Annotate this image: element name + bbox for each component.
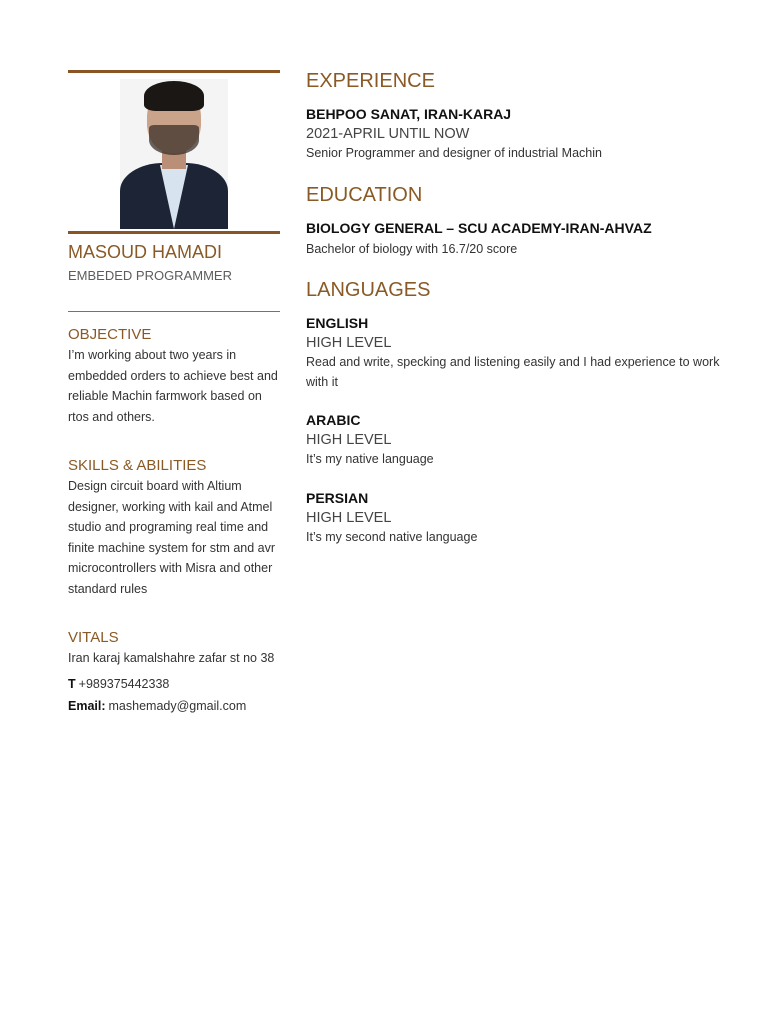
skills-heading: SKILLS & ABILITIES bbox=[68, 457, 207, 474]
skills-text: Design circuit board with Altium designer, working with kail and Atmel studio and programing real time and finite machine system for stm and avr microcontrollers with Misra and other standard rules bbox=[68, 479, 276, 596]
language-note: It’s my native language bbox=[306, 452, 434, 466]
objective-heading: OBJECTIVE bbox=[68, 326, 152, 343]
experience-description: Senior Programmer and designer of industrial Machin bbox=[306, 146, 602, 160]
email-value: mashemady@gmail.com bbox=[108, 698, 247, 713]
language-name: ARABIC bbox=[306, 412, 361, 428]
language-name: PERSIAN bbox=[306, 489, 369, 506]
experience-heading: EXPERIENCE bbox=[306, 70, 435, 92]
profile-photo bbox=[120, 79, 228, 229]
person-name: MASOUD HAMADI bbox=[68, 242, 223, 262]
vitals-address: Iran karaj kamalshahre zafar st no 38 bbox=[68, 651, 275, 665]
education-school: BIOLOGY GENERAL – SCU ACADEMY-IRAN-AHVAZ bbox=[306, 219, 652, 236]
phone-label: T bbox=[68, 676, 76, 691]
experience-company: BEHPOO SANAT, IRAN-KARAJ bbox=[306, 106, 512, 122]
languages-heading: LANGUAGES bbox=[306, 279, 431, 301]
language-item bbox=[306, 412, 736, 470]
education-description: Bachelor of biology with 16.7/20 score bbox=[306, 241, 518, 256]
experience-section bbox=[306, 70, 736, 164]
language-level: HIGH LEVEL bbox=[306, 335, 392, 351]
education-heading: EDUCATION bbox=[306, 183, 423, 206]
vitals-heading: VITALS bbox=[68, 629, 119, 646]
languages-section bbox=[306, 279, 736, 547]
education-section bbox=[306, 184, 736, 260]
language-level: HIGH LEVEL bbox=[306, 509, 392, 526]
top-divider bbox=[68, 70, 280, 73]
language-note: It’s my second native language bbox=[306, 529, 478, 544]
section-divider bbox=[68, 311, 280, 312]
phone-line bbox=[68, 677, 280, 691]
email-label: Email: bbox=[68, 698, 106, 713]
email-line bbox=[68, 699, 280, 713]
right-column bbox=[306, 70, 736, 567]
job-title: EMBEDED PROGRAMMER bbox=[68, 268, 232, 283]
language-item bbox=[306, 490, 736, 548]
left-column bbox=[68, 70, 280, 713]
language-name: ENGLISH bbox=[306, 315, 369, 331]
language-note: Read and write, specking and listening easily and I had experience to work with it bbox=[306, 355, 720, 389]
phone-value: +989375442338 bbox=[78, 676, 170, 691]
photo-divider bbox=[68, 231, 280, 234]
objective-text: I’m working about two years in embedded orders to achieve best and reliable Machin farmwork based on rtos and others. bbox=[68, 348, 278, 424]
experience-period: 2021-APRIL UNTIL NOW bbox=[306, 126, 470, 142]
language-item bbox=[306, 315, 736, 392]
language-level: HIGH LEVEL bbox=[306, 432, 392, 448]
